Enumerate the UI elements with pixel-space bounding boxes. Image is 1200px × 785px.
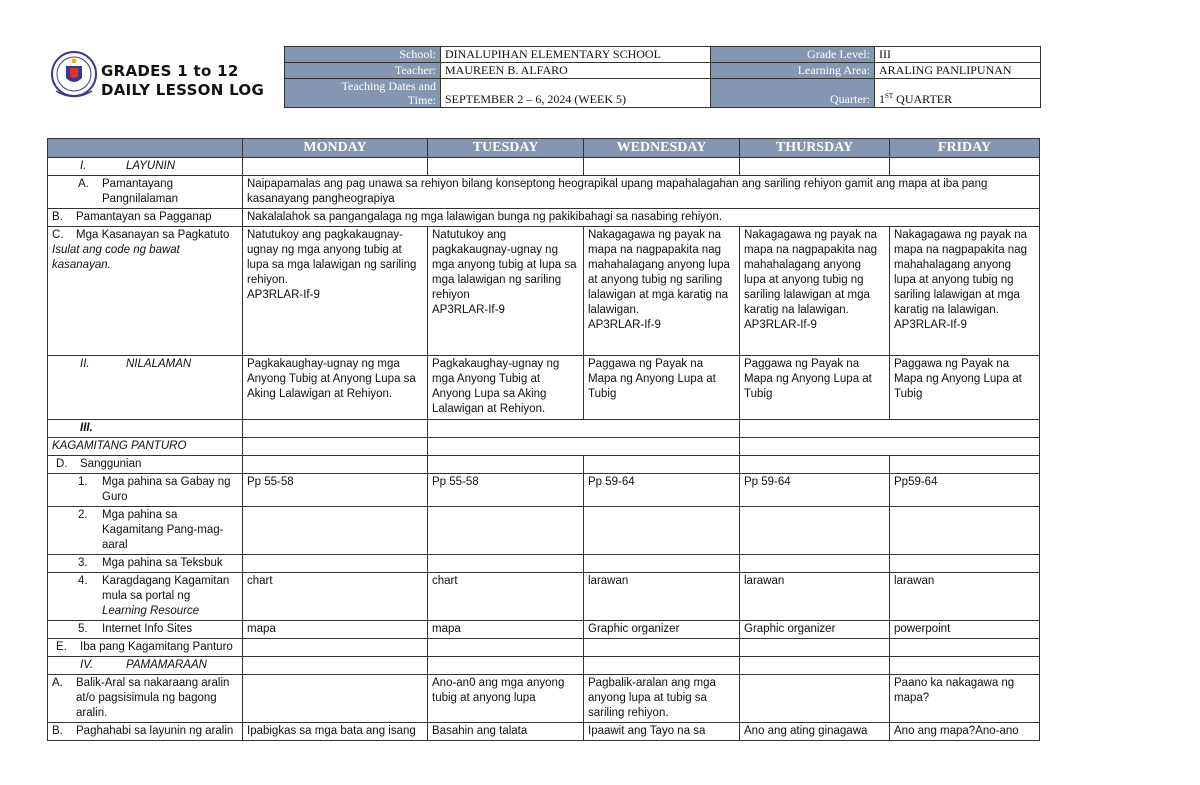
cell-empty	[243, 456, 428, 474]
kasanayan-thursday	[740, 227, 890, 356]
cell-empty	[740, 456, 890, 474]
row-label: Karagdagang Kagamitan mula sa portal ng	[102, 575, 230, 602]
pamantayang-pangnilalaman-label	[48, 176, 243, 209]
karagdagan-tuesday: chart	[428, 573, 584, 621]
kasanayan-text: Natutukoy ang pagkakaugnay-ugnay ng mga anyong tubig at lupa sa mga lalawigan ng sariling rehiyon.	[247, 229, 417, 286]
internet-tuesday: mapa	[428, 621, 584, 639]
row-key: 2.	[78, 509, 88, 521]
pamantayang-pangnilalaman-text: Naipapamalas ang pag unawa sa rehiyon bilang konseptong heograpikal upang mapahalagahan ang sariling rehiyon gamit ang mapa at iba pang kasanayang pangheograpiya	[243, 176, 1040, 209]
paghahabi-monday: Ipabigkas sa mga bata ang isang	[243, 723, 428, 741]
row-label: Mga pahina sa Gabay ng Guro	[102, 476, 231, 503]
iii-label	[48, 420, 243, 438]
gabay-ng-guro-label	[48, 474, 243, 507]
balik-aral-label	[48, 675, 243, 723]
row-balik-aral	[48, 675, 1040, 723]
kasanayan-text: Nakagagawa ng payak na mapa na nagpapakita nag mahahalagang anyong lupa at anyong tubig ng sariling lalawigan at mga karatig na lalawigan.	[744, 229, 877, 316]
kasanayan-text: Nakagagawa ng payak na mapa na nagpapakita nag mahahalagang anyong lupa at anyong tubig ng sariling lalawigan at mga karatig na lalawigan.	[588, 229, 730, 316]
cell-empty	[740, 158, 890, 176]
learning-area-value: ARALING PANLIPUNAN	[875, 63, 1041, 79]
cell-empty	[890, 639, 1040, 657]
cell-empty	[243, 555, 428, 573]
row-teksbuk	[48, 555, 1040, 573]
row-kagamitang-panturo	[48, 438, 1040, 456]
cell-empty	[740, 657, 890, 675]
layunin-text: LAYUNIN	[126, 160, 175, 172]
cell-empty	[584, 555, 740, 573]
row-gabay-ng-guro	[48, 474, 1040, 507]
lesson-info-table	[284, 46, 1041, 108]
nilalaman-friday: Paggawa ng Payak na Mapa ng Anyong Lupa at Tubig	[890, 356, 1040, 420]
row-iii	[48, 420, 1040, 438]
cell-empty	[890, 555, 1040, 573]
row-nilalaman	[48, 356, 1040, 420]
row-iba-pang-kagamitan	[48, 639, 1040, 657]
row-key: 4.	[78, 575, 88, 587]
pamamaraan-label	[48, 657, 243, 675]
row-label: Iba pang Kagamitang Panturo	[80, 641, 233, 653]
row-label: Mga Kasanayan sa Pagkatuto	[76, 229, 230, 241]
nilalaman-tuesday: Pagkakaughay-ugnay ng mga Anyong Tubig at Anyong Lupa sa Aking Lalawigan at Rehiyon.	[428, 356, 584, 420]
row-key: D.	[56, 458, 68, 470]
row-label: Internet Info Sites	[102, 623, 193, 635]
day-header-friday: FRIDAY	[890, 139, 1040, 158]
internet-thursday: Graphic organizer	[740, 621, 890, 639]
row-label: Mga pahina sa Kagamitang Pang-mag-aaral	[102, 509, 224, 551]
iba-pang-kagamitan-label	[48, 639, 243, 657]
kasanayan-label	[48, 227, 243, 356]
cell-empty	[428, 555, 584, 573]
cell-empty	[428, 420, 740, 438]
balik-aral-friday: Paano ka nakagawa ng mapa?	[890, 675, 1040, 723]
cell-empty	[740, 639, 890, 657]
row-label: Mga pahina sa Teksbuk	[102, 557, 223, 569]
nilalaman-monday: Pagkakaughay-ugnay ng mga Anyong Tubig at Anyong Lupa sa Aking Lalawigan at Rehiyon.	[243, 356, 428, 420]
cell-empty	[428, 456, 584, 474]
cell-empty	[428, 657, 584, 675]
kasanayan-code: AP3RLAR-If-9	[247, 289, 320, 301]
iii-num: III.	[80, 422, 93, 434]
paghahabi-friday: Ano ang mapa?Ano-ano	[890, 723, 1040, 741]
row-layunin	[48, 158, 1040, 176]
teaching-dates-label-line2: Time:	[407, 93, 436, 107]
grade-value: III	[875, 47, 1041, 63]
cell-empty	[243, 507, 428, 555]
kasanayan-code: AP3RLAR-If-9	[432, 304, 505, 316]
kasanayan-monday	[243, 227, 428, 356]
internet-monday: mapa	[243, 621, 428, 639]
row-label: Balik-Aral sa nakaraang aralin at/o pagsisimula ng bagong aralin.	[76, 677, 230, 719]
cell-empty	[890, 158, 1040, 176]
balik-aral-monday	[243, 675, 428, 723]
title-line-1: GRADES 1 to 12	[101, 62, 239, 80]
row-key: A.	[52, 677, 63, 689]
row-label: Sanggunian	[80, 458, 142, 470]
kagamitang-panturo-label: KAGAMITANG PANTURO	[48, 438, 243, 456]
gabay-monday: Pp 55-58	[243, 474, 428, 507]
cell-empty	[890, 507, 1040, 555]
karagdagan-friday: larawan	[890, 573, 1040, 621]
row-key: 3.	[78, 557, 88, 569]
quarter-word: QUARTER	[893, 92, 953, 106]
row-pamantayang-pangnilalaman	[48, 176, 1040, 209]
karagdagan-thursday: larawan	[740, 573, 890, 621]
row-karagdagang-kagamitan	[48, 573, 1040, 621]
cell-empty	[243, 158, 428, 176]
daily-lesson-log-table	[47, 138, 1040, 741]
learning-resource-label: Learning Resource	[102, 605, 200, 617]
cell-empty	[890, 657, 1040, 675]
paghahabi-wednesday: Ipaawit ang Tayo na sa	[584, 723, 740, 741]
row-pamantayan-sa-pagganap	[48, 209, 1040, 227]
nilalaman-label	[48, 356, 243, 420]
nilalaman-wednesday: Paggawa ng Payak na Mapa ng Anyong Lupa at Tubig	[584, 356, 740, 420]
cell-empty	[584, 456, 740, 474]
quarter-suffix: ST	[885, 92, 894, 100]
learning-area-label: Learning Area:	[711, 63, 875, 79]
cell-empty	[243, 639, 428, 657]
balik-aral-wednesday: Pagbalik-aralan ang mga anyong lupa at tubig sa sariling rehiyon.	[584, 675, 740, 723]
row-key: B.	[52, 725, 63, 737]
row-key: 5.	[78, 623, 88, 635]
karagdagan-monday: chart	[243, 573, 428, 621]
nilalaman-num: II.	[80, 358, 90, 370]
cell-empty	[584, 639, 740, 657]
cell-empty	[890, 456, 1040, 474]
gabay-tuesday: Pp 55-58	[428, 474, 584, 507]
day-header-monday: MONDAY	[243, 139, 428, 158]
row-key: C.	[52, 229, 64, 241]
gabay-friday: Pp59-64	[890, 474, 1040, 507]
cell-empty	[584, 158, 740, 176]
row-kagamitang-pang-mag-aaral	[48, 507, 1040, 555]
kasanayan-friday	[890, 227, 1040, 356]
day-header-tuesday: TUESDAY	[428, 139, 584, 158]
teaching-dates-label	[285, 79, 441, 108]
pamantayan-sa-pagganap-text: Nakalalahok sa pangangalaga ng mga lalawigan bunga ng pakikibahagi sa nasabing rehiyon.	[243, 209, 1040, 227]
nilalaman-thursday: Paggawa ng Payak na Mapa ng Anyong Lupa at Tubig	[740, 356, 890, 420]
cell-empty	[428, 158, 584, 176]
cell-empty	[584, 507, 740, 555]
teaching-dates-label-line1: Teaching Dates and	[341, 79, 436, 93]
layunin-num: I.	[80, 160, 87, 172]
row-sanggunian	[48, 456, 1040, 474]
pamantayan-sa-pagganap-label	[48, 209, 243, 227]
row-label: Pamantayan sa Pagganap	[76, 211, 212, 223]
title-line-2: DAILY LESSON LOG	[101, 81, 265, 99]
row-kasanayan	[48, 227, 1040, 356]
row-internet-info-sites	[48, 621, 1040, 639]
teksbuk-label	[48, 555, 243, 573]
kasanayan-text: Nakagagawa ng payak na mapa na nagpapakita nag mahahalagang anyong lupa at anyong tubig ng sariling lalawigan at mga karatig na lalawigan.	[894, 229, 1027, 316]
quarter-label: Quarter:	[711, 79, 875, 108]
teacher-value: MAUREEN B. ALFARO	[441, 63, 711, 79]
cell-empty	[428, 639, 584, 657]
row-key: B.	[52, 211, 63, 223]
deped-seal-logo	[50, 46, 98, 104]
nilalaman-text: NILALAMAN	[126, 358, 192, 370]
paghahabi-label	[48, 723, 243, 741]
cell-empty	[740, 507, 890, 555]
gabay-thursday: Pp 59-64	[740, 474, 890, 507]
cell-empty	[428, 438, 740, 456]
kagamitang-pang-mag-aaral-label	[48, 507, 243, 555]
cell-empty	[243, 657, 428, 675]
sanggunian-label	[48, 456, 243, 474]
cell-empty	[740, 555, 890, 573]
quarter-value	[875, 79, 1041, 108]
pamamaraan-text: PAMAMARAAN	[126, 659, 207, 671]
kasanayan-code: AP3RLAR-If-9	[744, 319, 817, 331]
document-title	[101, 62, 264, 100]
internet-wednesday: Graphic organizer	[584, 621, 740, 639]
paghahabi-tuesday: Basahin ang talata	[428, 723, 584, 741]
layunin-label	[48, 158, 243, 176]
cell-empty	[243, 438, 428, 456]
grade-label: Grade Level:	[711, 47, 875, 63]
karagdagang-kagamitan-label	[48, 573, 243, 621]
kasanayan-tuesday	[428, 227, 584, 356]
day-header-thursday: THURSDAY	[740, 139, 890, 158]
day-header-wednesday: WEDNESDAY	[584, 139, 740, 158]
internet-info-sites-label	[48, 621, 243, 639]
paghahabi-thursday: Ano ang ating ginagawa	[740, 723, 890, 741]
cell-empty	[740, 438, 1040, 456]
internet-friday: powerpoint	[890, 621, 1040, 639]
row-key: A.	[78, 178, 89, 190]
row-pamamaraan	[48, 657, 1040, 675]
corner-header	[48, 139, 243, 158]
balik-aral-tuesday: Ano-an0 ang mga anyong tubig at anyong lupa	[428, 675, 584, 723]
cell-empty	[428, 507, 584, 555]
karagdagan-wednesday: larawan	[584, 573, 740, 621]
cell-empty	[243, 420, 428, 438]
school-label: School:	[285, 47, 441, 63]
cell-empty	[584, 657, 740, 675]
row-key: 1.	[78, 476, 88, 488]
quarter-number: 1	[879, 92, 885, 106]
school-value: DINALUPIHAN ELEMENTARY SCHOOL	[441, 47, 711, 63]
kasanayan-code: AP3RLAR-If-9	[894, 319, 967, 331]
pamamaraan-num: IV.	[80, 659, 94, 671]
kasanayan-wednesday	[584, 227, 740, 356]
row-key: E.	[56, 641, 67, 653]
gabay-wednesday: Pp 59-64	[584, 474, 740, 507]
row-label: Pamantayang Pangnilalaman	[102, 178, 179, 205]
kasanayan-text: Natutukoy ang pagkakaugnay-ugnay ng mga anyong tubig at lupa sa mga lalawigan ng sariling rehiyon	[432, 229, 577, 301]
row-label: Paghahabi sa layunin ng aralin	[76, 725, 234, 737]
cell-empty	[740, 420, 1040, 438]
kasanayan-code: AP3RLAR-If-9	[588, 319, 661, 331]
balik-aral-thursday	[740, 675, 890, 723]
kasanayan-note: Isulat ang code ng bawat kasanayan.	[52, 244, 180, 271]
row-paghahabi	[48, 723, 1040, 741]
teaching-dates-value: SEPTEMBER 2 – 6, 2024 (WEEK 5)	[441, 79, 711, 108]
teacher-label: Teacher:	[285, 63, 441, 79]
